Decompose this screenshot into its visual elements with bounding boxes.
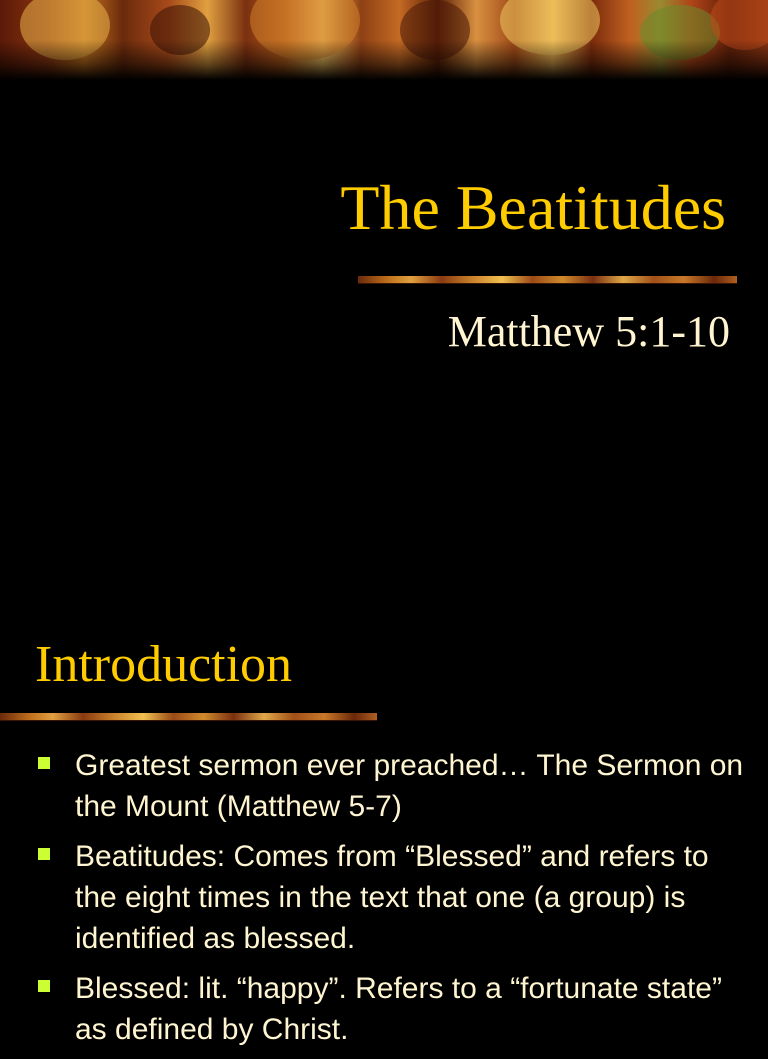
bullet-list: [36, 745, 746, 1059]
section-heading: Introduction: [35, 636, 293, 693]
bullet-text: Beatitudes: Comes from “Blessed” and refers to the eight times in the text that one (a group) is identified as blessed.: [75, 840, 709, 955]
square-bullet-icon: [38, 980, 50, 992]
decorative-banner: [0, 0, 768, 80]
bullet-text: Blessed: lit. “happy”. Refers to a “fortunate state” as defined by Christ.: [75, 972, 722, 1046]
title-divider: [358, 276, 737, 283]
square-bullet-icon: [38, 757, 50, 769]
slide-title: The Beatitudes: [340, 172, 726, 243]
list-item: [36, 968, 746, 1050]
slide-subtitle: Matthew 5:1-10: [447, 307, 730, 356]
bullet-text: Greatest sermon ever preached… The Sermon on the Mount (Matthew 5-7): [75, 749, 744, 823]
list-item: [36, 836, 746, 959]
square-bullet-icon: [38, 848, 50, 860]
heading-divider: [0, 713, 377, 720]
list-item: [36, 745, 746, 827]
